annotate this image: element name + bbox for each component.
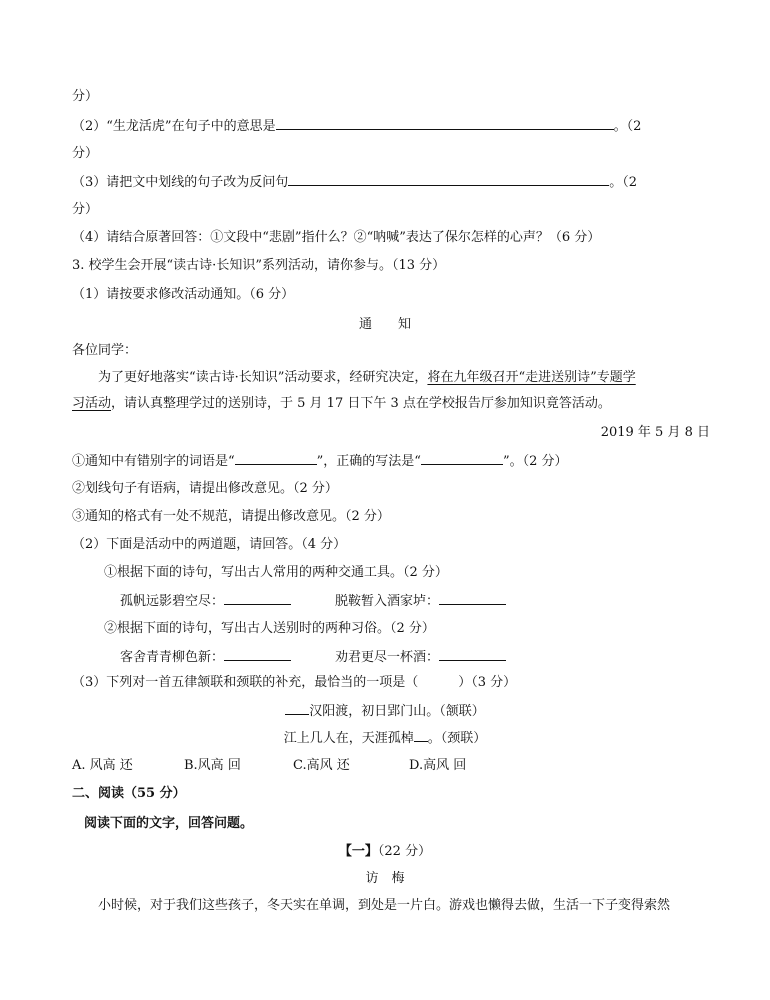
q3-1-a-line bbox=[72, 452, 568, 471]
notice-salutation bbox=[72, 342, 137, 360]
q3-3-score: ）（3 分） bbox=[458, 675, 517, 690]
notice-title-text: 通 知 bbox=[358, 317, 411, 332]
correct-word-blank[interactable] bbox=[421, 452, 503, 465]
passage-first-line-text: 小时候，对于我们这些孩子，冬天实在单调，到处是一片白。游戏也懒得去做，生活一下子变得索然 bbox=[98, 898, 671, 913]
q3-2-b-text: ②根据下面的诗句，写出古人送别时的两种习俗。（2 分） bbox=[104, 621, 435, 636]
q2-3-score: 。（2 bbox=[609, 175, 638, 190]
poem2-blank[interactable] bbox=[439, 592, 506, 605]
poem3-blank[interactable] bbox=[224, 648, 291, 661]
passage-one-score: （22 分） bbox=[377, 844, 432, 859]
q2-4-text: （4）请结合原著回答：①文段中“悲剧”指什么？②“呐喊”表达了保尔怎样的心声？（6 分） bbox=[72, 230, 601, 245]
passage-title bbox=[0, 870, 770, 888]
poem-line-3 bbox=[120, 648, 291, 667]
poem-line-1 bbox=[120, 592, 291, 611]
q3-1-c-line bbox=[72, 508, 390, 526]
notice-title bbox=[0, 316, 770, 334]
q2-2-line bbox=[72, 117, 641, 136]
poem-line-2 bbox=[335, 592, 506, 611]
q3-2-a-line bbox=[104, 564, 448, 582]
q3-1-b-text: ②划线句子有语病，请提出修改意见。（2 分） bbox=[72, 481, 338, 496]
notice-body-part2: ，请认真整理学过的送别诗，于 5 月 17 日下午 3 点在学校报告厅参加知识竟答活动。 bbox=[111, 396, 611, 411]
q2-2-answer-blank[interactable] bbox=[276, 117, 614, 130]
section-reading-heading bbox=[72, 785, 186, 803]
passage-one-bracket: 【一】 bbox=[338, 844, 378, 859]
q3-1-a-text3: ”。（2 分） bbox=[502, 454, 568, 469]
couplet2a-text: 江上几人在，天涯孤棹 bbox=[283, 731, 414, 746]
poem3-text: 客舍青青柳色新： bbox=[120, 650, 225, 665]
option-c[interactable] bbox=[293, 757, 350, 775]
q2-2-text: （2）“生龙活虎”在句子中的意思是 bbox=[72, 119, 276, 134]
poem4-text: 劝君更尽一杯酒： bbox=[335, 650, 440, 665]
q3-3-line bbox=[72, 674, 516, 692]
passage-one-label bbox=[0, 843, 770, 861]
passage-first-line bbox=[98, 897, 670, 915]
wrong-word-blank[interactable] bbox=[235, 452, 317, 465]
option-b-text: B.风高 回 bbox=[184, 758, 241, 773]
q3-2-a-text: ①根据下面的诗句，写出古人常用的两种交通工具。（2 分） bbox=[104, 565, 448, 580]
q2-3-line bbox=[72, 173, 637, 192]
q3-2-line bbox=[72, 536, 346, 554]
q2-1-tail bbox=[72, 88, 98, 106]
poem1-blank[interactable] bbox=[224, 592, 291, 605]
notice-body-line2 bbox=[72, 395, 611, 413]
q3-heading bbox=[72, 257, 445, 275]
notice-date bbox=[601, 424, 710, 442]
q2-3-tail bbox=[72, 201, 98, 219]
q3-2-text: （2）下面是活动中的两道题，请回答。（4 分） bbox=[72, 537, 347, 552]
q2-2-tail-text: 分） bbox=[72, 146, 99, 161]
q3-2-b-line bbox=[104, 620, 435, 638]
option-a-text: A. 风高 还 bbox=[72, 758, 133, 773]
q3-3-text: （3）下列对一首五律颔联和颈联的补充，最恰当的一项是（ bbox=[72, 675, 419, 690]
q3-heading-text: 3. 校学生会开展“读古诗·长知识”系列活动，请你参与。（13 分） bbox=[72, 258, 446, 273]
q3-1-a-text2: ”，正确的写法是“ bbox=[316, 454, 421, 469]
q3-1-a-text1: ①通知中有错别字的词语是“ bbox=[72, 454, 235, 469]
couplet2-blank[interactable] bbox=[414, 729, 428, 742]
section-reading-title: 二、阅读（55 分） bbox=[72, 786, 186, 801]
option-d-text: D.高风 回 bbox=[409, 758, 467, 773]
q3-1-text: （1）请按要求修改活动通知。（6 分） bbox=[72, 287, 295, 302]
notice-underlined-sentence: 将在九年级召开“走进送别诗”专题学 bbox=[427, 370, 636, 385]
couplet-line-1 bbox=[0, 702, 770, 721]
couplet1-blank[interactable] bbox=[285, 702, 309, 715]
q2-2-tail bbox=[72, 145, 98, 163]
notice-date-text: 2019 年 5 月 8 日 bbox=[600, 425, 710, 440]
reading-instruction-text: 阅读下面的文字，回答问题。 bbox=[84, 816, 254, 831]
notice-underlined-sentence-cont: 习活动 bbox=[72, 396, 112, 411]
option-c-text: C.高风 还 bbox=[293, 758, 350, 773]
q2-4-line bbox=[72, 229, 600, 247]
q3-1-b-line bbox=[72, 480, 338, 498]
reading-instruction bbox=[84, 815, 253, 833]
notice-salutation-text: 各位同学： bbox=[72, 343, 138, 358]
option-d[interactable] bbox=[409, 757, 466, 775]
couplet-line-2 bbox=[0, 729, 770, 748]
q2-3-tail-text: 分） bbox=[72, 202, 99, 217]
poem-line-4 bbox=[335, 648, 506, 667]
poem1-text: 孤帆远影碧空尽： bbox=[120, 594, 225, 609]
notice-body-part1: 为了更好地落实“读古诗·长知识”活动要求，经研究决定， bbox=[98, 370, 428, 385]
couplet2b-text: 。（颈联） bbox=[427, 731, 487, 746]
poem4-blank[interactable] bbox=[439, 648, 506, 661]
option-b[interactable] bbox=[184, 757, 241, 775]
q2-2-score: 。（2 bbox=[613, 119, 642, 134]
poem2-text: 脱鞍暂入酒家垆： bbox=[335, 594, 440, 609]
option-a[interactable] bbox=[72, 757, 133, 775]
q2-1-tail-text: 分） bbox=[72, 89, 99, 104]
q2-3-text: （3）请把文中划线的句子改为反问句 bbox=[72, 175, 289, 190]
q2-3-answer-blank[interactable] bbox=[288, 173, 609, 186]
couplet1-text: 汉阳渡，初日郢门山。（颔联） bbox=[309, 704, 485, 719]
passage-title-text: 访 梅 bbox=[365, 871, 405, 886]
q3-1-line bbox=[72, 286, 294, 304]
notice-body-line1 bbox=[98, 369, 636, 387]
q3-1-c-text: ③通知的格式有一处不规范，请提出修改意见。（2 分） bbox=[72, 509, 390, 524]
